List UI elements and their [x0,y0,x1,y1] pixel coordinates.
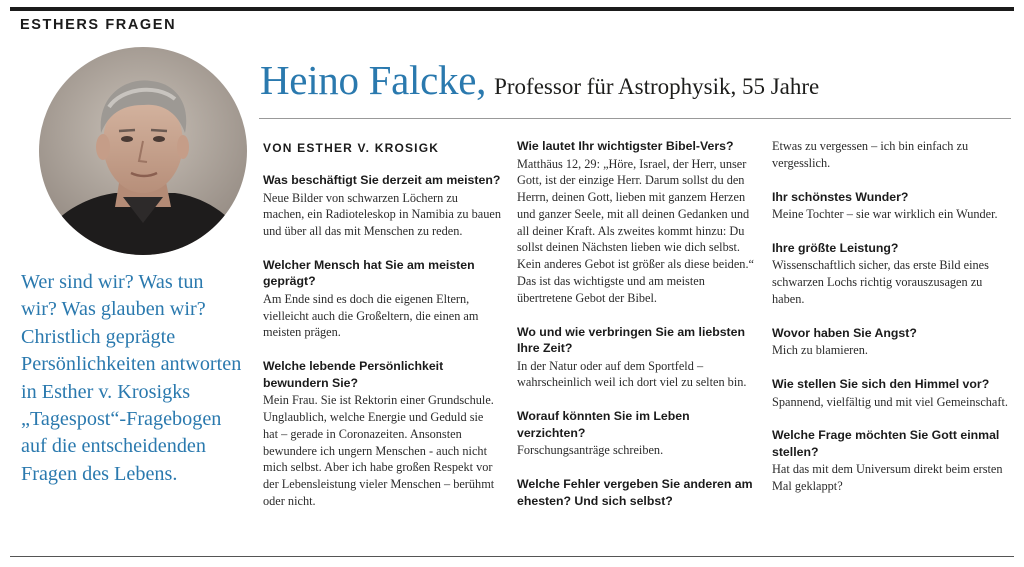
answer: Wissenschaftlich sicher, das erste Bild eines schwarzen Lochs richtig vorauszusagen zu haben. [772,258,989,306]
qa-item [263,172,501,240]
answer: Mich zu blamieren. [772,343,868,358]
intro-text: Wer sind wir? Was tun wir? Was glauben wir? Christlich geprägte Persönlichkeiten antworten in Esther v. Krosigks „Tagespost“-Fragebogen auf die entscheidenden Fragen des Lebens. [21,271,242,485]
question: Worauf könnten Sie im Leben verzichten? [517,409,690,440]
question: Welche Fehler vergeben Sie anderen am ehesten? Und sich selbst? [517,477,753,508]
column-1 [263,131,501,510]
qa-item [772,427,1010,495]
question: Welche lebende Persönlichkeit bewundern Sie? [263,359,444,390]
answer: Meine Tochter – sie war wirklich ein Wunder. [772,207,998,222]
answer: Neue Bilder von schwarzen Löchern zu machen, ein Radioteleskop in Namibia zu bauen und über all das mit Menschen zu reden. [263,190,502,239]
qa-item [517,138,755,307]
answer: Forschungsanträge schreiben. [517,443,664,458]
answer: Mein Frau. Sie ist Rektorin einer Grundschule. Unglaublich, welche Energie und Geduld sie hat – gerade in Coronazeiten. Ansonsten bewundere ich ungern Menschen - auch nicht mich selbst. Aber ich habe großen Respekt vor der Lebensleistung vieler Menschen – berühmt oder nicht. [263,393,495,509]
section-rubric: ESTHERS FRAGEN [20,17,177,33]
question: Wo und wie verbringen Sie am liebsten Ihre Zeit? [517,324,745,356]
question: Wie stellen Sie sich den Himmel vor? [772,377,990,392]
question: Ihre größte Leistung? [772,240,899,255]
qa-item [263,358,501,510]
bottom-rule [10,556,1014,557]
headline-rule [259,118,1011,119]
qa-item [517,324,755,392]
qa-item [263,257,501,341]
question: Welcher Mensch hat Sie am meisten geprägt? [263,257,475,289]
column-2 [517,131,755,509]
question: Wovor haben Sie Angst? [772,325,917,340]
answer: In der Natur oder auf dem Sportfeld – wahrscheinlich weil ich dort viel zu selten bin. [517,358,747,390]
answer: Hat das mit dem Universum direkt beim ersten Mal geklappt? [772,462,1003,494]
question: Wie lautet Ihr wichtigster Bibel-Vers? [517,139,734,153]
headline-name: Heino Falcke, [260,57,487,103]
question: Welche Frage möchten Sie Gott einmal stellen? [772,428,1000,459]
question: Was beschäftigt Sie derzeit am meisten? [263,173,501,187]
qa-item [772,376,1010,410]
question: Ihr schönstes Wunder? [772,189,909,204]
headline [260,56,1010,104]
answer: Matthäus 12, 29: „Höre, Israel, der Herr, unser Gott, ist der einzige Herr. Darum sollst du den Herrn, deinen Gott, lieben mit ganzem Herzen und ganzer Seele, mit all deinen Gedanken und all deiner Kraft. Als zweites kommt hinzu: Du sollst deinen Nächsten lieben wie dich selbst. Kein anderes Gebot ist größer als diese beiden.“ Das ist das wichtigste und am meisten übertretene Gebot der Bibel. [517,156,754,305]
portrait-photo [25,47,257,257]
answer: Am Ende sind es doch die eigenen Eltern, vielleicht auch die Großeltern, die einen am meisten prägen. [263,291,479,340]
qa-item [772,189,1010,223]
top-rule [10,7,1014,11]
answer-continued: Etwas zu vergessen – ich bin einfach zu vergesslich. [772,139,969,170]
qa-item [517,476,755,509]
qa-item [772,240,1010,308]
byline: VON ESTHER V. KROSIGK [263,141,440,155]
answer: Spannend, vielfältig und mit viel Gemeinschaft. [772,394,1008,409]
qa-item [517,408,755,459]
headline-subtitle: Professor für Astrophysik, 55 Jahre [494,74,820,99]
qa-item [772,325,1010,359]
column-3 [772,131,1010,495]
